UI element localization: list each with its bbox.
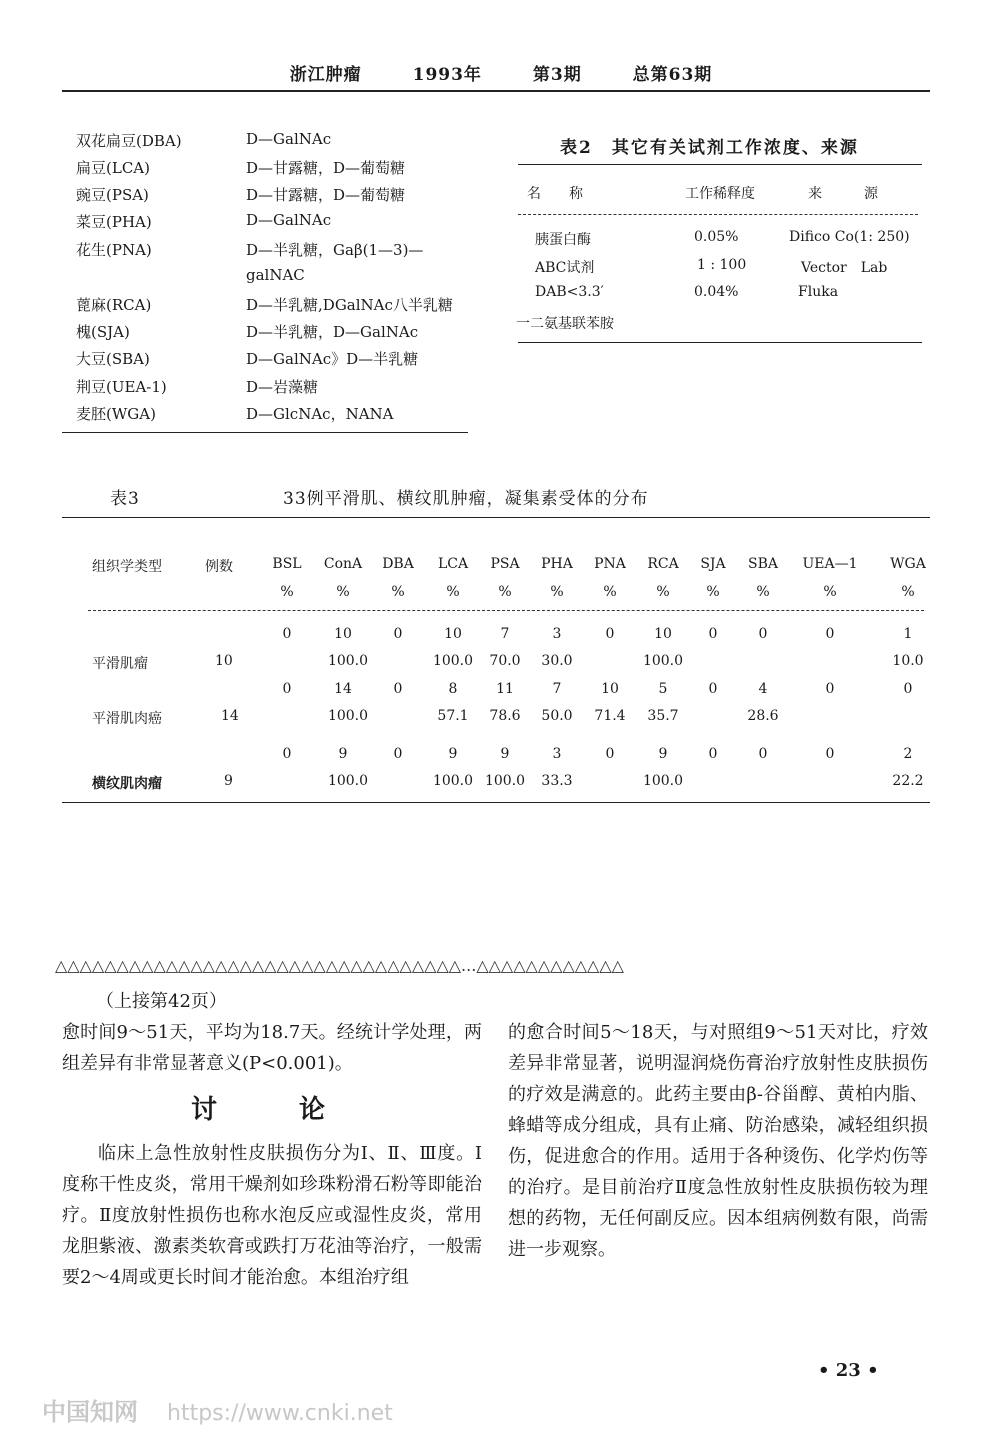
table3-percent-cell: 100.0: [327, 773, 369, 789]
table1-lectin-name: 槐(SJA): [76, 323, 130, 341]
table3-col-unit: %: [498, 584, 512, 600]
table1-specificity: D—GalNAc》D—半乳糖: [246, 350, 419, 368]
right-paragraph: 的愈合时间5～18天，与对照组9～51天对比，疗效差异非常显著，说明湿润烧伤膏治疗放射性皮肤损伤的疗效是满意的。此药主要由β-谷甾醇、黄柏内脂、蜂蜡等成分组成，具有止痛、防治感染，减轻组织损伤，促进愈合的作用。适用于各种烫伤、化学灼伤等的治疗。是目前治疗Ⅱ度急性放射性皮肤损伤较为理想的药物，无任何副反应。因本组病例数有限，尚需进一步观察。: [508, 1022, 928, 1260]
table1-specificity: D—岩藻糖: [246, 378, 319, 396]
section-heading: 讨 论: [190, 1095, 353, 1125]
table3-row-type: 横纹肌肉瘤: [92, 776, 162, 792]
table3-percent-cell: 100.0: [432, 773, 474, 789]
table3-label: 表3: [110, 489, 140, 509]
right-column: [508, 1017, 928, 1265]
journal-issue: 第3期: [532, 65, 582, 85]
table3-count-cell: 7: [552, 681, 562, 697]
section-divider: △△△△△△△△△△△△△△△△△△△△△△△△△△△△△△△△△...△△△△△△△△△△△△: [55, 956, 624, 975]
table3-count-cell: 10: [654, 626, 672, 642]
table2-reagent-name: ABC试剂: [535, 260, 595, 276]
table3-percent-cell: 33.3: [541, 773, 573, 789]
table3-count-cell: 4: [758, 681, 768, 697]
table3-percent-cell: 100.0: [327, 708, 369, 724]
table1-specificity: D—甘露糖，D—葡萄糖: [246, 159, 406, 177]
watermark-url: https://www.cnki.net: [167, 1401, 393, 1426]
table3-col-count: 例数: [205, 559, 233, 575]
table3-count-cell: 9: [658, 746, 668, 762]
table3-count-cell: 0: [903, 681, 913, 697]
table3-count-cell: 14: [334, 681, 352, 697]
table3-count-cell: 10: [601, 681, 619, 697]
watermark-name: 中国知网: [42, 1398, 138, 1426]
table3-header-rule: [88, 610, 924, 611]
table2-reagent-name: 胰蛋白酶: [535, 232, 591, 248]
table2-source: Fluka: [798, 284, 839, 300]
journal-name: 浙江肿瘤: [289, 65, 362, 85]
cnki-watermark: [42, 1392, 393, 1427]
table3-percent-cell: 28.6: [747, 708, 779, 724]
table1-lectin-name: 花生(PNA): [76, 241, 152, 259]
table3-count-cell: 0: [708, 626, 718, 642]
table3-col-unit: %: [656, 584, 670, 600]
table3-percent-cell: 71.4: [594, 708, 626, 724]
table3-count-cell: 0: [708, 746, 718, 762]
table2-caption: 表2 其它有关试剂工作浓度、来源: [560, 138, 859, 158]
table3-col-unit: %: [446, 584, 460, 600]
table3-percent-cell: 50.0: [541, 708, 573, 724]
table2-dilution: 0.05%: [694, 229, 739, 245]
table3-col-lectin: SJA: [700, 556, 726, 572]
table3-row-count: 10: [215, 653, 233, 669]
table3-count-cell: 1: [903, 626, 913, 642]
table3-title: 33例平滑肌、横纹肌肿瘤，凝集素受体的分布: [283, 489, 649, 509]
table3-percent-cell: 70.0: [489, 653, 521, 669]
table3-col-lectin: RCA: [647, 556, 679, 572]
table3-col-unit: %: [550, 584, 564, 600]
table3-row-type: 平滑肌瘤: [92, 656, 148, 672]
table1-lectin-name: 菜豆(PHA): [76, 213, 152, 231]
table3-count-cell: 0: [605, 746, 615, 762]
table3-col-unit: %: [391, 584, 405, 600]
table3-count-cell: 0: [708, 681, 718, 697]
table1-specificity: galNAC: [246, 266, 305, 284]
table2-reagent-name: DAB<3.3′: [535, 284, 604, 300]
table3-percent-cell: 22.2: [892, 773, 924, 789]
continued-from-note: （上接第42页）: [96, 991, 227, 1012]
table1-specificity: D—GalNAc: [246, 130, 332, 148]
table1-lectin-name: 蓖麻(RCA): [76, 296, 152, 314]
table3-count-cell: 5: [658, 681, 668, 697]
table3-top-rule: [62, 517, 930, 518]
table3-col-lectin: BSL: [272, 556, 302, 572]
table3-percent-cell: 30.0: [541, 653, 573, 669]
table3-col-lectin: PHA: [541, 556, 573, 572]
table3-count-cell: 3: [552, 746, 562, 762]
table2-dilution: 0.04%: [694, 284, 739, 300]
table3-col-type: 组织学类型: [92, 559, 162, 575]
table2-reagent-name: 一二氨基联苯胺: [516, 316, 614, 332]
table3-count-cell: 0: [605, 626, 615, 642]
table3-bottom-rule: [62, 802, 930, 803]
table1-specificity: D—GlcNAc，NANA: [246, 405, 394, 423]
table3-row-count: 14: [221, 708, 239, 724]
table3-count-cell: 7: [500, 626, 510, 642]
table2-header-rule: [518, 214, 918, 215]
table3-count-cell: 0: [825, 746, 835, 762]
table2-top-rule: [518, 164, 922, 165]
table3-col-unit: %: [336, 584, 350, 600]
table2-header-dilution: 工作稀释度: [685, 186, 755, 202]
table1-lectin-name: 大豆(SBA): [76, 350, 150, 368]
table3-percent-cell: 100.0: [327, 653, 369, 669]
table2-source: Vector Lab: [801, 260, 888, 276]
table3-percent-cell: 100.0: [484, 773, 526, 789]
table3-col-lectin: PSA: [490, 556, 520, 572]
table2-source: Difico Co(1: 250): [789, 229, 910, 245]
table3-col-lectin: PNA: [594, 556, 626, 572]
journal-year: 1993年: [412, 65, 482, 85]
table3-col-lectin: UEA—1: [802, 556, 858, 572]
table3-percent-cell: 78.6: [489, 708, 521, 724]
table2-header-name: 名 称: [527, 186, 583, 202]
table2-bottom-rule: [518, 342, 922, 343]
table3-col-unit: %: [280, 584, 294, 600]
table3-col-lectin: ConA: [323, 556, 363, 572]
table3-count-cell: 0: [393, 746, 403, 762]
table3-count-cell: 0: [282, 681, 292, 697]
table1-specificity: D—半乳糖,DGalNAc八半乳糖: [246, 296, 453, 314]
page-number: • 23 •: [818, 1360, 879, 1381]
left-paragraph-2: 临床上急性放射性皮肤损伤分为Ⅰ、Ⅱ、Ⅲ度。Ⅰ度称干性皮炎，常用干燥剂如珍珠粉滑石粉等即能治疗。Ⅱ度放射性损伤也称水泡反应或湿性皮炎，常用龙胆紫液、激素类软膏或跌打万花油等治疗，一般需要2～4周或更长时间才能治愈。本组治疗组: [62, 1143, 482, 1288]
table1-specificity: D—半乳糖，Gaβ(1—3)—: [246, 241, 424, 259]
table3-percent-cell: 100.0: [642, 653, 684, 669]
table3-col-unit: %: [756, 584, 770, 600]
table3-row-count: 9: [224, 773, 233, 789]
table1-lectin-name: 扁豆(LCA): [76, 159, 150, 177]
journal-total-issue: 总第63期: [632, 65, 713, 85]
left-column: [62, 1017, 482, 1293]
table3-percent-cell: 100.0: [432, 653, 474, 669]
table3-col-unit: %: [901, 584, 915, 600]
table1-specificity: D—GalNAc: [246, 211, 332, 229]
table3-percent-cell: 35.7: [647, 708, 679, 724]
table2-header-source: 来 源: [808, 186, 878, 202]
table3-count-cell: 0: [282, 746, 292, 762]
header-rule: [62, 90, 930, 92]
table3-count-cell: 0: [758, 746, 768, 762]
table1-bottom-rule: [62, 432, 468, 433]
table1-lectin-name: 豌豆(PSA): [76, 186, 149, 204]
table3-count-cell: 9: [500, 746, 510, 762]
table3-count-cell: 10: [334, 626, 352, 642]
table3-count-cell: 3: [552, 626, 562, 642]
table3-col-lectin: DBA: [382, 556, 414, 572]
table3-col-lectin: WGA: [890, 556, 926, 572]
table3-percent-cell: 10.0: [892, 653, 924, 669]
table3-col-unit: %: [823, 584, 837, 600]
table3-count-cell: 8: [448, 681, 458, 697]
table3-count-cell: 0: [758, 626, 768, 642]
table1-specificity: D—半乳糖，D—GalNAc: [246, 323, 419, 341]
table1-lectin-name: 荆豆(UEA-1): [76, 378, 167, 396]
left-paragraph-1: 愈时间9～51天，平均为18.7天。经统计学处理，两组差异有非常显著意义(P<0.001)。: [62, 1022, 482, 1074]
table3-count-cell: 0: [825, 681, 835, 697]
running-header: [0, 60, 1002, 85]
table3-col-unit: %: [706, 584, 720, 600]
table3-col-lectin: LCA: [437, 556, 469, 572]
table3-count-cell: 0: [393, 626, 403, 642]
table3-count-cell: 9: [338, 746, 348, 762]
table3-count-cell: 2: [903, 746, 913, 762]
table1-lectin-name: 麦胚(WGA): [76, 405, 156, 423]
table3-count-cell: 0: [282, 626, 292, 642]
table3-count-cell: 0: [825, 626, 835, 642]
table3-row-type: 平滑肌肉癌: [92, 711, 162, 727]
table3-count-cell: 0: [393, 681, 403, 697]
table3-percent-cell: 100.0: [642, 773, 684, 789]
table2-dilution: 1 : 100: [697, 257, 747, 273]
table3-count-cell: 10: [444, 626, 462, 642]
table3-percent-cell: 57.1: [437, 708, 469, 724]
table3-col-lectin: SBA: [748, 556, 778, 572]
table3-count-cell: 9: [448, 746, 458, 762]
table3-col-unit: %: [603, 584, 617, 600]
table1-lectin-name: 双花扁豆(DBA): [76, 132, 182, 150]
table3-count-cell: 11: [496, 681, 514, 697]
table1-specificity: D—甘露糖，D—葡萄糖: [246, 186, 406, 204]
